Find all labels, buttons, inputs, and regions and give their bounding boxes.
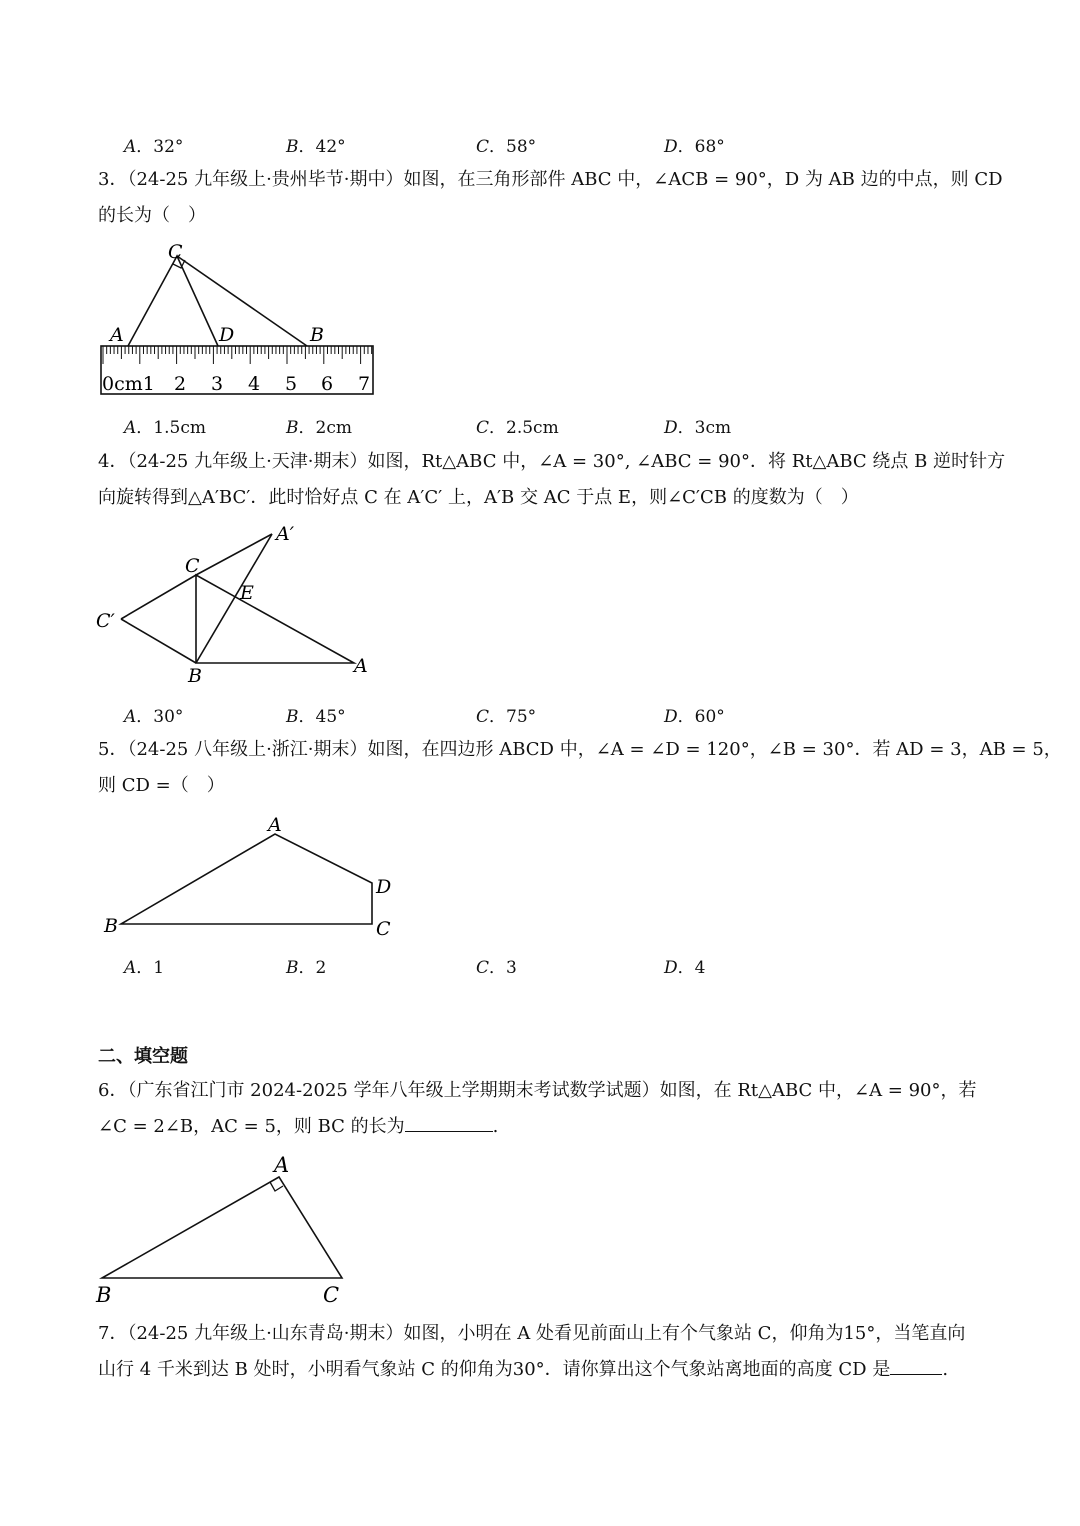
q4-option-a: A．30° [124,707,184,727]
q3-label-c: C [168,241,183,263]
q3-label-b: B [310,324,324,346]
q3-option-d: D．3cm [664,418,732,438]
q4-stem-line2: 向旋转得到△A′BC′．此时恰好点 C 在 A′C′ 上，A′B 交 AC 于点 E，则∠C′CB 的度数为（ ） [98,487,859,508]
q4-label-a: A [354,655,368,677]
q5-option-b: B．2 [286,958,327,978]
ruler-label-7: 7 [358,373,371,395]
q4-label-c-prime: C′ [96,610,115,632]
q3-stem-line2: 的长为（ ） [98,205,206,226]
q5-option-c: C．3 [476,958,517,978]
q4-label-c: C [185,555,200,577]
q4-rotation-figure [92,520,382,690]
q7-answer-blank[interactable] [890,1356,942,1375]
section-title-fill-in: 二、填空题 [98,1046,188,1067]
ruler-label-6: 6 [321,373,334,395]
q5-stem-line2: 则 CD =（ ） [98,775,225,796]
q4-option-d: D．60° [664,707,725,727]
q4-stem-line1: 4．（24-25 九年级上·天津·期末）如图，Rt△ABC 中，∠A = 30°, ∠ABC = 90°．将 Rt△ABC 绕点 B 逆时针方 [98,451,1006,472]
q5-option-a: A．1 [124,958,165,978]
q7-stem-line2: 山行 4 千米到达 B 处时，小明看气象站 C 的仰角为30°．请你算出这个气象站离地面的高度 CD 是 . [98,1352,948,1388]
ruler-label-3: 3 [211,373,224,395]
q4-label-e: E [240,582,254,604]
q4-option-b: B．45° [286,707,346,727]
q6-answer-blank[interactable] [405,1113,493,1132]
q5-label-b: B [104,915,118,937]
q6-label-b: B [96,1283,112,1307]
q3-label-d: D [219,324,235,346]
q3-option-a: A．1.5cm [124,418,206,438]
q5-stem-line1: 5．（24-25 八年级上·浙江·期末）如图，在四边形 ABCD 中，∠A = ∠D = 120°，∠B = 30°．若 AD = 3，AB = 5， [98,739,1062,760]
q5-label-c: C [376,918,391,938]
ruler-label-2: 2 [174,373,187,395]
ruler-label-5: 5 [285,373,298,395]
q7-stem-line1: 7．（24-25 九年级上·山东青岛·期末）如图，小明在 A 处看见前面山上有个气象站 C，仰角为15°，当笔直向 [98,1323,966,1344]
q5-label-a: A [268,814,282,836]
ruler-label-0: 0cm1 [102,373,155,395]
q3-option-c: C．2.5cm [476,418,559,438]
q2-option-c: C．58° [476,137,537,157]
q2-option-d: D．68° [664,137,725,157]
ruler-label-4: 4 [248,373,261,395]
q6-stem-line2: ∠C = 2∠B，AC = 5，则 BC 的长为 . [98,1109,498,1145]
q6-label-c: C [323,1283,340,1307]
q4-label-a-prime: A′ [276,523,295,545]
q6-stem-line1: 6．（广东省江门市 2024-2025 学年八年级上学期期末考试数学试题）如图，在 Rt△ABC 中，∠A = 90°，若 [98,1080,977,1101]
q5-label-d: D [376,876,392,898]
q4-label-b: B [188,665,202,687]
q3-label-a: A [110,324,124,346]
q5-option-d: D．4 [664,958,706,978]
q5-quadrilateral-figure [96,808,406,938]
q2-option-b: B．42° [286,137,346,157]
q3-option-b: B．2cm [286,418,352,438]
q6-right-triangle-figure [90,1150,370,1310]
q3-stem-line1: 3．（24-25 九年级上·贵州毕节·期中）如图，在三角形部件 ABC 中，∠ACB = 90°，D 为 AB 边的中点，则 CD [98,169,1003,190]
q6-label-a: A [274,1153,290,1177]
q4-option-c: C．75° [476,707,537,727]
q2-option-a: A．32° [124,137,184,157]
q3-ruler-figure [90,238,390,400]
